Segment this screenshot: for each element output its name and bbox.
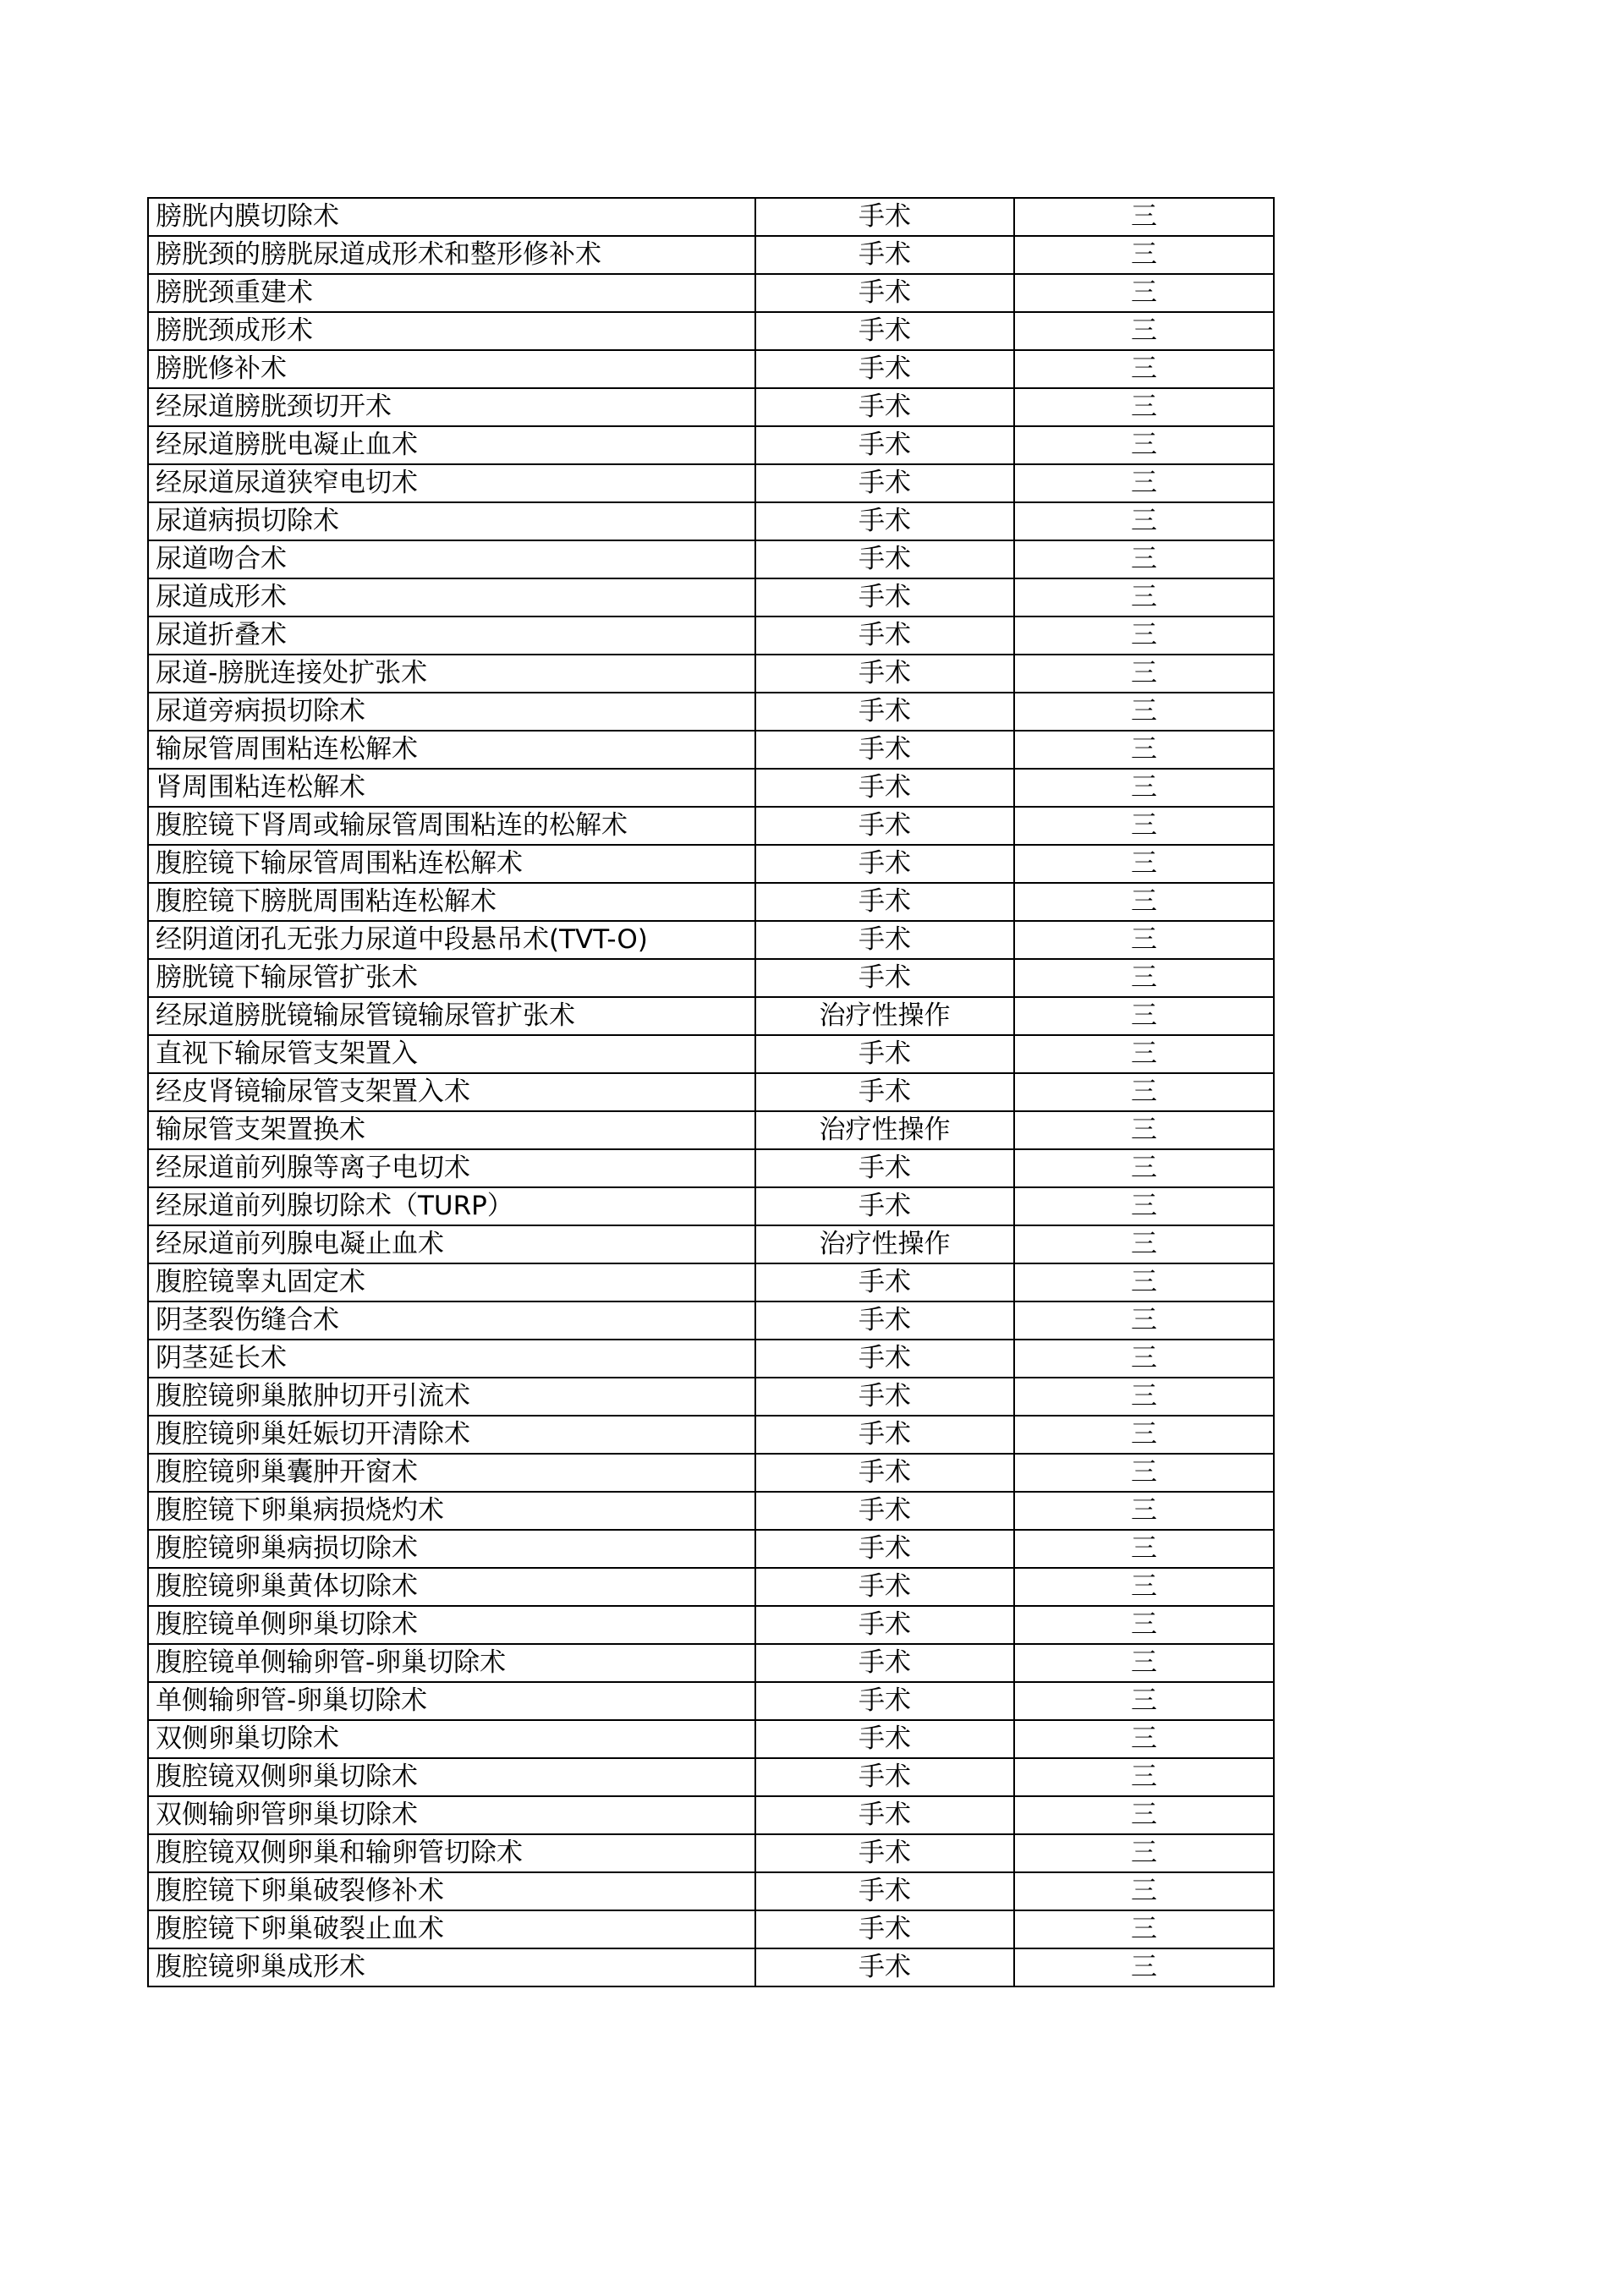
procedure-name-cell: 膀胱颈重建术: [148, 274, 755, 312]
procedure-level-cell: 三: [1014, 464, 1274, 502]
procedure-name-cell: 腹腔镜单侧卵巢切除术: [148, 1606, 755, 1644]
procedure-name-cell: 腹腔镜卵巢成形术: [148, 1948, 755, 1986]
procedure-type-cell: 手术: [755, 1073, 1014, 1111]
table-row: [148, 1492, 1274, 1530]
procedure-name-cell: 尿道-膀胱连接处扩张术: [148, 655, 755, 693]
table-row: [148, 1606, 1274, 1644]
procedure-table: [147, 197, 1275, 1987]
procedure-type-cell: 手术: [755, 388, 1014, 426]
procedure-level-cell: 三: [1014, 1035, 1274, 1073]
procedure-type-cell: 手术: [755, 236, 1014, 274]
procedure-type-cell: 手术: [755, 1492, 1014, 1530]
procedure-name-cell: 膀胱颈成形术: [148, 312, 755, 350]
procedure-level-cell: 三: [1014, 312, 1274, 350]
table-row: [148, 959, 1274, 997]
procedure-type-cell: 治疗性操作: [755, 997, 1014, 1035]
procedure-type-cell: 手术: [755, 845, 1014, 883]
procedure-level-cell: 三: [1014, 1225, 1274, 1263]
table-row: [148, 1568, 1274, 1606]
procedure-name-cell: 腹腔镜下卵巢破裂止血术: [148, 1910, 755, 1948]
table-row: [148, 1416, 1274, 1454]
table-row: [148, 274, 1274, 312]
table-row: [148, 1263, 1274, 1301]
procedure-name-cell: 尿道吻合术: [148, 540, 755, 578]
table-row: [148, 388, 1274, 426]
procedure-type-cell: 手术: [755, 274, 1014, 312]
procedure-name-cell: 经皮肾镜输尿管支架置入术: [148, 1073, 755, 1111]
table-row: [148, 426, 1274, 464]
procedure-name-cell: 腹腔镜睾丸固定术: [148, 1263, 755, 1301]
procedure-level-cell: 三: [1014, 1872, 1274, 1910]
procedure-name-cell: 尿道折叠术: [148, 616, 755, 655]
procedure-type-cell: 手术: [755, 1530, 1014, 1568]
table-row: [148, 1111, 1274, 1149]
procedure-level-cell: 三: [1014, 1834, 1274, 1872]
table-row: [148, 616, 1274, 655]
procedure-name-cell: 腹腔镜卵巢脓肿切开引流术: [148, 1378, 755, 1416]
table-row: [148, 731, 1274, 769]
table-row: [148, 502, 1274, 540]
procedure-level-cell: 三: [1014, 1263, 1274, 1301]
procedure-level-cell: 三: [1014, 274, 1274, 312]
procedure-name-cell: 经尿道前列腺切除术（TURP）: [148, 1187, 755, 1225]
procedure-name-cell: 阴茎延长术: [148, 1340, 755, 1378]
procedure-level-cell: 三: [1014, 1796, 1274, 1834]
procedure-name-cell: 腹腔镜卵巢囊肿开窗术: [148, 1454, 755, 1492]
procedure-type-cell: 手术: [755, 1758, 1014, 1796]
procedure-level-cell: 三: [1014, 1301, 1274, 1340]
procedure-name-cell: 经尿道膀胱电凝止血术: [148, 426, 755, 464]
procedure-name-cell: 经尿道尿道狭窄电切术: [148, 464, 755, 502]
table-row: [148, 997, 1274, 1035]
table-row: [148, 1720, 1274, 1758]
table-row: [148, 769, 1274, 807]
procedure-type-cell: 手术: [755, 731, 1014, 769]
procedure-type-cell: 治疗性操作: [755, 1111, 1014, 1149]
procedure-type-cell: 手术: [755, 693, 1014, 731]
procedure-level-cell: 三: [1014, 1910, 1274, 1948]
procedure-type-cell: 手术: [755, 1340, 1014, 1378]
procedure-table-body: [148, 198, 1274, 1986]
table-row: [148, 883, 1274, 921]
table-row: [148, 236, 1274, 274]
table-row: [148, 540, 1274, 578]
procedure-type-cell: 手术: [755, 1834, 1014, 1872]
procedure-type-cell: 手术: [755, 312, 1014, 350]
procedure-level-cell: 三: [1014, 997, 1274, 1035]
table-row: [148, 1378, 1274, 1416]
procedure-name-cell: 腹腔镜卵巢妊娠切开清除术: [148, 1416, 755, 1454]
table-row: [148, 1682, 1274, 1720]
procedure-level-cell: 三: [1014, 1492, 1274, 1530]
procedure-level-cell: 三: [1014, 731, 1274, 769]
procedure-type-cell: 手术: [755, 464, 1014, 502]
procedure-name-cell: 腹腔镜双侧卵巢和输卵管切除术: [148, 1834, 755, 1872]
procedure-type-cell: 手术: [755, 1568, 1014, 1606]
procedure-type-cell: 手术: [755, 1606, 1014, 1644]
procedure-type-cell: 手术: [755, 1910, 1014, 1948]
procedure-level-cell: 三: [1014, 1948, 1274, 1986]
procedure-name-cell: 膀胱镜下输尿管扩张术: [148, 959, 755, 997]
table-row: [148, 921, 1274, 959]
table-row: [148, 1834, 1274, 1872]
procedure-name-cell: 腹腔镜卵巢病损切除术: [148, 1530, 755, 1568]
procedure-level-cell: 三: [1014, 1454, 1274, 1492]
table-row: [148, 1035, 1274, 1073]
procedure-name-cell: 膀胱修补术: [148, 350, 755, 388]
procedure-type-cell: 手术: [755, 1301, 1014, 1340]
procedure-name-cell: 直视下输尿管支架置入: [148, 1035, 755, 1073]
procedure-type-cell: 手术: [755, 1416, 1014, 1454]
table-row: [148, 1225, 1274, 1263]
procedure-level-cell: 三: [1014, 769, 1274, 807]
procedure-type-cell: 手术: [755, 883, 1014, 921]
procedure-type-cell: 手术: [755, 1682, 1014, 1720]
procedure-name-cell: 经尿道膀胱镜输尿管镜输尿管扩张术: [148, 997, 755, 1035]
table-row: [148, 350, 1274, 388]
procedure-name-cell: 双侧卵巢切除术: [148, 1720, 755, 1758]
table-row: [148, 1187, 1274, 1225]
procedure-level-cell: 三: [1014, 921, 1274, 959]
procedure-type-cell: 手术: [755, 1796, 1014, 1834]
procedure-type-cell: 手术: [755, 540, 1014, 578]
table-row: [148, 312, 1274, 350]
procedure-level-cell: 三: [1014, 655, 1274, 693]
procedure-type-cell: 手术: [755, 921, 1014, 959]
procedure-type-cell: 手术: [755, 502, 1014, 540]
procedure-level-cell: 三: [1014, 883, 1274, 921]
procedure-level-cell: 三: [1014, 959, 1274, 997]
procedure-name-cell: 腹腔镜卵巢黄体切除术: [148, 1568, 755, 1606]
procedure-level-cell: 三: [1014, 540, 1274, 578]
procedure-name-cell: 腹腔镜双侧卵巢切除术: [148, 1758, 755, 1796]
table-row: [148, 1073, 1274, 1111]
procedure-type-cell: 手术: [755, 959, 1014, 997]
procedure-level-cell: 三: [1014, 1340, 1274, 1378]
procedure-level-cell: 三: [1014, 1416, 1274, 1454]
procedure-level-cell: 三: [1014, 350, 1274, 388]
procedure-level-cell: 三: [1014, 426, 1274, 464]
procedure-level-cell: 三: [1014, 693, 1274, 731]
procedure-level-cell: 三: [1014, 388, 1274, 426]
procedure-name-cell: 双侧输卵管卵巢切除术: [148, 1796, 755, 1834]
procedure-name-cell: 输尿管周围粘连松解术: [148, 731, 755, 769]
procedure-level-cell: 三: [1014, 1682, 1274, 1720]
procedure-level-cell: 三: [1014, 1568, 1274, 1606]
table-row: [148, 1454, 1274, 1492]
procedure-type-cell: 手术: [755, 1149, 1014, 1187]
procedure-name-cell: 腹腔镜下卵巢病损烧灼术: [148, 1492, 755, 1530]
procedure-type-cell: 手术: [755, 426, 1014, 464]
procedure-type-cell: 手术: [755, 578, 1014, 616]
table-row: [148, 655, 1274, 693]
procedure-name-cell: 单侧输卵管-卵巢切除术: [148, 1682, 755, 1720]
procedure-type-cell: 手术: [755, 769, 1014, 807]
procedure-type-cell: 手术: [755, 350, 1014, 388]
procedure-level-cell: 三: [1014, 1378, 1274, 1416]
procedure-name-cell: 尿道成形术: [148, 578, 755, 616]
table-row: [148, 1301, 1274, 1340]
procedure-name-cell: 经尿道前列腺等离子电切术: [148, 1149, 755, 1187]
procedure-name-cell: 膀胱颈的膀胱尿道成形术和整形修补术: [148, 236, 755, 274]
procedure-type-cell: 手术: [755, 198, 1014, 236]
procedure-level-cell: 三: [1014, 1073, 1274, 1111]
procedure-level-cell: 三: [1014, 807, 1274, 845]
procedure-type-cell: 手术: [755, 616, 1014, 655]
procedure-name-cell: 腹腔镜下卵巢破裂修补术: [148, 1872, 755, 1910]
procedure-name-cell: 阴茎裂伤缝合术: [148, 1301, 755, 1340]
procedure-type-cell: 治疗性操作: [755, 1225, 1014, 1263]
table-row: [148, 807, 1274, 845]
procedure-name-cell: 腹腔镜下膀胱周围粘连松解术: [148, 883, 755, 921]
table-row: [148, 578, 1274, 616]
table-row: [148, 464, 1274, 502]
procedure-name-cell: 膀胱内膜切除术: [148, 198, 755, 236]
procedure-level-cell: 三: [1014, 845, 1274, 883]
procedure-level-cell: 三: [1014, 1720, 1274, 1758]
table-row: [148, 1758, 1274, 1796]
procedure-level-cell: 三: [1014, 1530, 1274, 1568]
table-row: [148, 1910, 1274, 1948]
procedure-name-cell: 经阴道闭孔无张力尿道中段悬吊术(TVT-O): [148, 921, 755, 959]
procedure-name-cell: 输尿管支架置换术: [148, 1111, 755, 1149]
procedure-type-cell: 手术: [755, 1872, 1014, 1910]
table-row: [148, 693, 1274, 731]
procedure-type-cell: 手术: [755, 1644, 1014, 1682]
procedure-name-cell: 腹腔镜下输尿管周围粘连松解术: [148, 845, 755, 883]
procedure-type-cell: 手术: [755, 1187, 1014, 1225]
procedure-level-cell: 三: [1014, 578, 1274, 616]
table-row: [148, 1796, 1274, 1834]
procedure-level-cell: 三: [1014, 1758, 1274, 1796]
table-row: [148, 1530, 1274, 1568]
table-row: [148, 198, 1274, 236]
table-row: [148, 845, 1274, 883]
procedure-level-cell: 三: [1014, 1149, 1274, 1187]
procedure-name-cell: 肾周围粘连松解术: [148, 769, 755, 807]
procedure-type-cell: 手术: [755, 655, 1014, 693]
procedure-type-cell: 手术: [755, 1720, 1014, 1758]
table-row: [148, 1149, 1274, 1187]
procedure-level-cell: 三: [1014, 1187, 1274, 1225]
procedure-level-cell: 三: [1014, 616, 1274, 655]
procedure-name-cell: 尿道病损切除术: [148, 502, 755, 540]
procedure-type-cell: 手术: [755, 807, 1014, 845]
procedure-name-cell: 尿道旁病损切除术: [148, 693, 755, 731]
procedure-type-cell: 手术: [755, 1948, 1014, 1986]
procedure-type-cell: 手术: [755, 1263, 1014, 1301]
procedure-level-cell: 三: [1014, 1606, 1274, 1644]
procedure-name-cell: 经尿道前列腺电凝止血术: [148, 1225, 755, 1263]
procedure-level-cell: 三: [1014, 502, 1274, 540]
procedure-name-cell: 腹腔镜单侧输卵管-卵巢切除术: [148, 1644, 755, 1682]
procedure-name-cell: 经尿道膀胱颈切开术: [148, 388, 755, 426]
table-row: [148, 1872, 1274, 1910]
procedure-type-cell: 手术: [755, 1035, 1014, 1073]
table-row: [148, 1340, 1274, 1378]
procedure-type-cell: 手术: [755, 1454, 1014, 1492]
procedure-level-cell: 三: [1014, 198, 1274, 236]
procedure-name-cell: 腹腔镜下肾周或输尿管周围粘连的松解术: [148, 807, 755, 845]
procedure-level-cell: 三: [1014, 1111, 1274, 1149]
procedure-level-cell: 三: [1014, 236, 1274, 274]
procedure-level-cell: 三: [1014, 1644, 1274, 1682]
table-row: [148, 1948, 1274, 1986]
procedure-type-cell: 手术: [755, 1378, 1014, 1416]
table-row: [148, 1644, 1274, 1682]
